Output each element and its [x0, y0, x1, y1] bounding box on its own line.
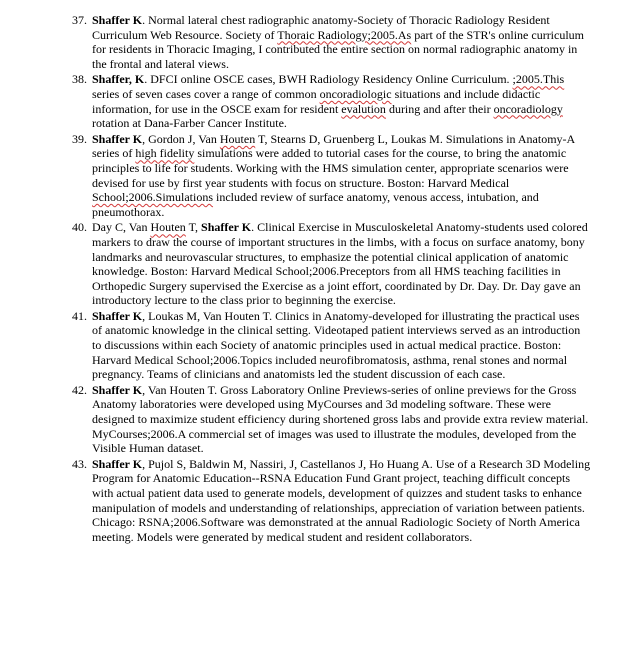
reference-text: T, Stearns D, Gruenberg L, Loukas M. Simulations in Anatomy-A series of: [92, 131, 575, 161]
reference-text: situations and include didactic information, for use in the OSCE exam for resident: [92, 86, 541, 116]
reference-text: , Van Houten T. Gross Laboratory Online Previews-series of online previews for the Gross Anatomy laboratories were developed using MyCourses and 3d modeling software. These were designed to maximize student efficiency during shortened gross labs and provide extra review material. MyCourses;2006.A commercial set of images was used to illustrate the modules, developed from the Visible Human dataset.: [92, 382, 589, 456]
reference-item: [72, 13, 591, 71]
reference-item: [72, 132, 591, 220]
reference-text: during and after their: [385, 101, 494, 116]
spellcheck-flagged-text: oncoradiology: [493, 101, 563, 116]
reference-text: simulations were added to tutorial cases for the course, to bring the anatomic principles to life for students. Working with the HMS simulation center, appropriate scenarios were devised for use by first year students with focus on structure. Boston: Harvard Medical: [92, 146, 569, 190]
spellcheck-flagged-text: Thoraic Radiology;2005.As: [277, 27, 412, 42]
reference-item: [72, 457, 591, 545]
reference-number: 38.: [72, 72, 87, 87]
reference-text: . Clinical Exercise in Musculoskeletal Anatomy-students used colored markers to draw the course of important structures in the limbs, with a focus on surface anatomy, bony landmarks and neurovascular structures, to emphasize the potential clinical application of anatomic knowledge. Boston: Harvard Medical School;2006.Preceptors from all HMS teaching facilities in Orthopedic Surgery supervised the Exercise as a joint effort, coordinated by Dr. Day. Dr. Day gave an introductory lecture to the class prior to beginning the exercise.: [92, 220, 588, 308]
reference-text: Day C, Van: [92, 220, 151, 235]
spellcheck-flagged-text: high fidelity: [135, 146, 195, 161]
spellcheck-flagged-text: School;2006.Simulations: [92, 190, 214, 205]
author-name-bold: Shaffer K: [92, 456, 143, 471]
reference-text: included review of surface anatomy, venous access, intubation, and pneumothorax.: [92, 190, 539, 219]
reference-item: [72, 220, 591, 308]
reference-text: . Normal lateral chest radiographic anatomy-Society of Thoracic Radiology Resident Curriculum Web Resource. Society of: [92, 13, 550, 42]
spellcheck-flagged-text: oncoradiologic: [319, 86, 392, 101]
reference-item: [72, 72, 591, 130]
reference-text: , Gordon J, Van: [142, 131, 220, 146]
reference-number: 43.: [72, 456, 87, 471]
author-name-bold: Shaffer K: [92, 382, 143, 397]
spellcheck-flagged-text: Houten: [150, 220, 186, 235]
reference-text: rotation at Dana-Farber Cancer Institute.: [92, 116, 287, 131]
reference-number: 40.: [72, 220, 87, 235]
author-name-bold: Shaffer K: [92, 308, 143, 323]
reference-number: 37.: [72, 13, 87, 27]
reference-text: part of the STR's online curriculum for residents in Thoracic Imaging, I contributed the entire section on normal radiographic anatomy in the frontal and lateral views.: [92, 27, 585, 71]
reference-number: 41.: [72, 308, 87, 323]
reference-text: T,: [185, 220, 202, 235]
author-name-bold: Shaffer K: [201, 220, 252, 235]
spellcheck-flagged-text: Houten: [219, 131, 256, 146]
author-name-bold: Shaffer, K: [92, 72, 145, 87]
author-name-bold: Shaffer K: [92, 131, 143, 146]
reference-text: , Pujol S, Baldwin M, Nassiri, J, Castellanos J, Ho Huang A. Use of a Research 3D Modeling Program for Anatomic Education--RSNA Education Fund Grant project, teaching difficult concepts with actual patient data used to generate models, development of quizzes and student tasks to enhance manipulation of models and understanding of relationships, appreciation of variation between patients. Chicago: RSNA;2006.Software was demonstrated at the annual Radiologic Society of North America meeting. Models were generated by medical student and resident collaborators.: [92, 456, 591, 544]
spellcheck-flagged-text: evalution: [341, 101, 386, 116]
reference-item: [72, 309, 591, 382]
reference-number: 39.: [72, 131, 87, 146]
reference-list: [72, 13, 591, 544]
reference-item: [72, 383, 591, 456]
spellcheck-flagged-text: ;2005.This: [512, 72, 565, 87]
reference-text: series of seven cases cover a range of common: [92, 86, 320, 101]
reference-text: , Loukas M, Van Houten T. Clinics in Anatomy-developed for illustrating the practical uses of anatomic knowledge in the clinical setting. Videotaped patient interviews served as an introduction to discussions within each Society of anatomic principles used in actual medical practice. Boston: Harvard Medical School;2006.Topics included neurofibromatosis, asthma, renal stones and normal pregnancy. Teams of clinicians and anatomists led the student discussion of each case.: [92, 308, 581, 382]
author-name-bold: Shaffer K: [92, 13, 143, 27]
reference-text: . DFCI online OSCE cases, BWH Radiology Residency Online Curriculum.: [144, 72, 513, 87]
reference-number: 42.: [72, 382, 87, 397]
